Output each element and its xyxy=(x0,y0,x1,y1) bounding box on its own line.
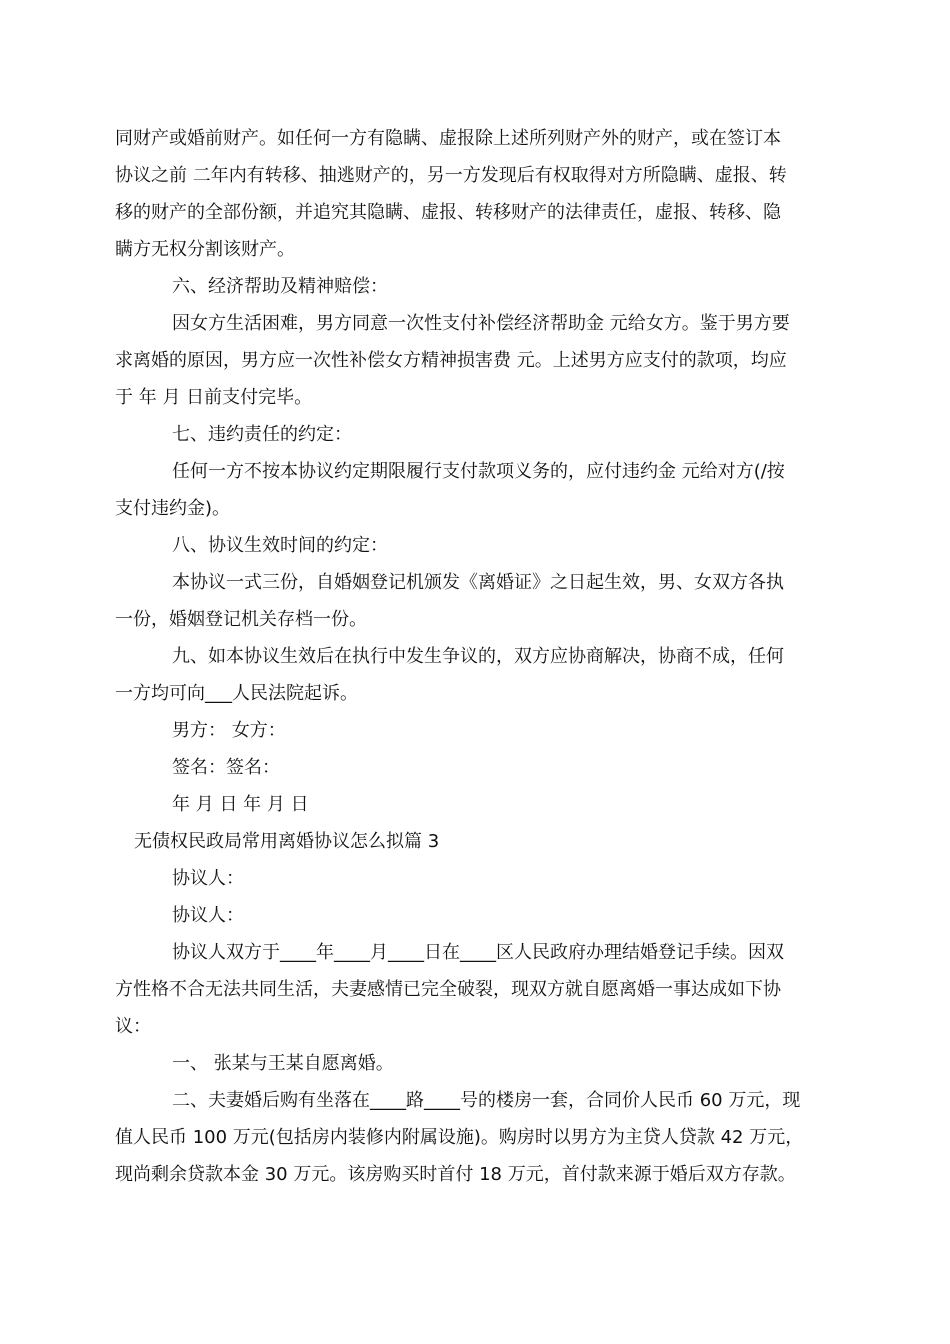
section-heading: 六、经济帮助及精神赔偿： xyxy=(172,276,388,297)
party-labels: 男方： 女方： xyxy=(172,720,286,741)
paragraph-line: 值人民币 100 万元(包括房内装修内附属设施)。购房时以男方为主贷人贷款 42 万元， xyxy=(115,1127,804,1148)
section-heading: 八、协议生效时间的约定： xyxy=(172,535,388,556)
paragraph-line: 本协议一式三份，自婚姻登记机颁发《离婚证》之日起生效，男、女双方各执 xyxy=(172,572,784,593)
paragraph-line: 一份，婚姻登记机关存档一份。 xyxy=(115,609,367,630)
signature-labels: 签名：签名： xyxy=(172,757,280,778)
section-heading: 七、违约责任的约定： xyxy=(172,424,352,445)
article-title: 无债权民政局常用离婚协议怎么拟篇 3 xyxy=(134,831,440,852)
paragraph-line: 一、 张某与王某自愿离婚。 xyxy=(172,1053,394,1074)
paragraph-line: 求离婚的原因，男方应一次性补偿女方精神损害费 元。上述男方应支付的款项，均应 xyxy=(115,350,787,371)
paragraph-line: 协议人双方于____年____月____日在____区人民政府办理结婚登记手续。因双 xyxy=(172,942,784,963)
paragraph-line: 因女方生活困难，男方同意一次性支付补偿经济帮助金 元给女方。鉴于男方要 xyxy=(172,313,790,334)
paragraph-line: 同财产或婚前财产。如任何一方有隐瞒、虚报除上述所列财产外的财产，或在签订本 xyxy=(115,128,781,149)
paragraph-line: 支付违约金)。 xyxy=(115,498,231,519)
party-label: 协议人： xyxy=(172,905,244,926)
date-labels: 年 月 日 年 月 日 xyxy=(172,794,309,815)
paragraph-line: 议： xyxy=(115,1016,151,1037)
paragraph-line: 移的财产的全部份额，并追究其隐瞒、虚报、转移财产的法律责任，虚报、转移、隐 xyxy=(115,202,781,223)
party-label: 协议人： xyxy=(172,868,244,889)
paragraph-line: 瞒方无权分割该财产。 xyxy=(115,239,295,260)
paragraph-line: 二、夫妻婚后购有坐落在____路____号的楼房一套，合同价人民币 60 万元，现 xyxy=(172,1090,801,1111)
paragraph-line: 九、如本协议生效后在执行中发生争议的，双方应协商解决，协商不成，任何 xyxy=(172,646,784,667)
paragraph-line: 现尚剩余贷款本金 30 万元。该房购买时首付 18 万元，首付款来源于婚后双方存款。 xyxy=(115,1164,796,1185)
paragraph-line: 方性格不合无法共同生活，夫妻感情已完全破裂，现双方就自愿离婚一事达成如下协 xyxy=(115,979,781,1000)
paragraph-line: 一方均可向___人民法院起诉。 xyxy=(115,683,358,704)
paragraph-line: 于 年 月 日前支付完毕。 xyxy=(115,387,313,408)
paragraph-line: 任何一方不按本协议约定期限履行支付款项义务的，应付违约金 元给对方(/按 xyxy=(172,461,785,482)
paragraph-line: 协议之前 二年内有转移、抽逃财产的，另一方发现后有权取得对方所隐瞒、虚报、转 xyxy=(115,165,787,186)
